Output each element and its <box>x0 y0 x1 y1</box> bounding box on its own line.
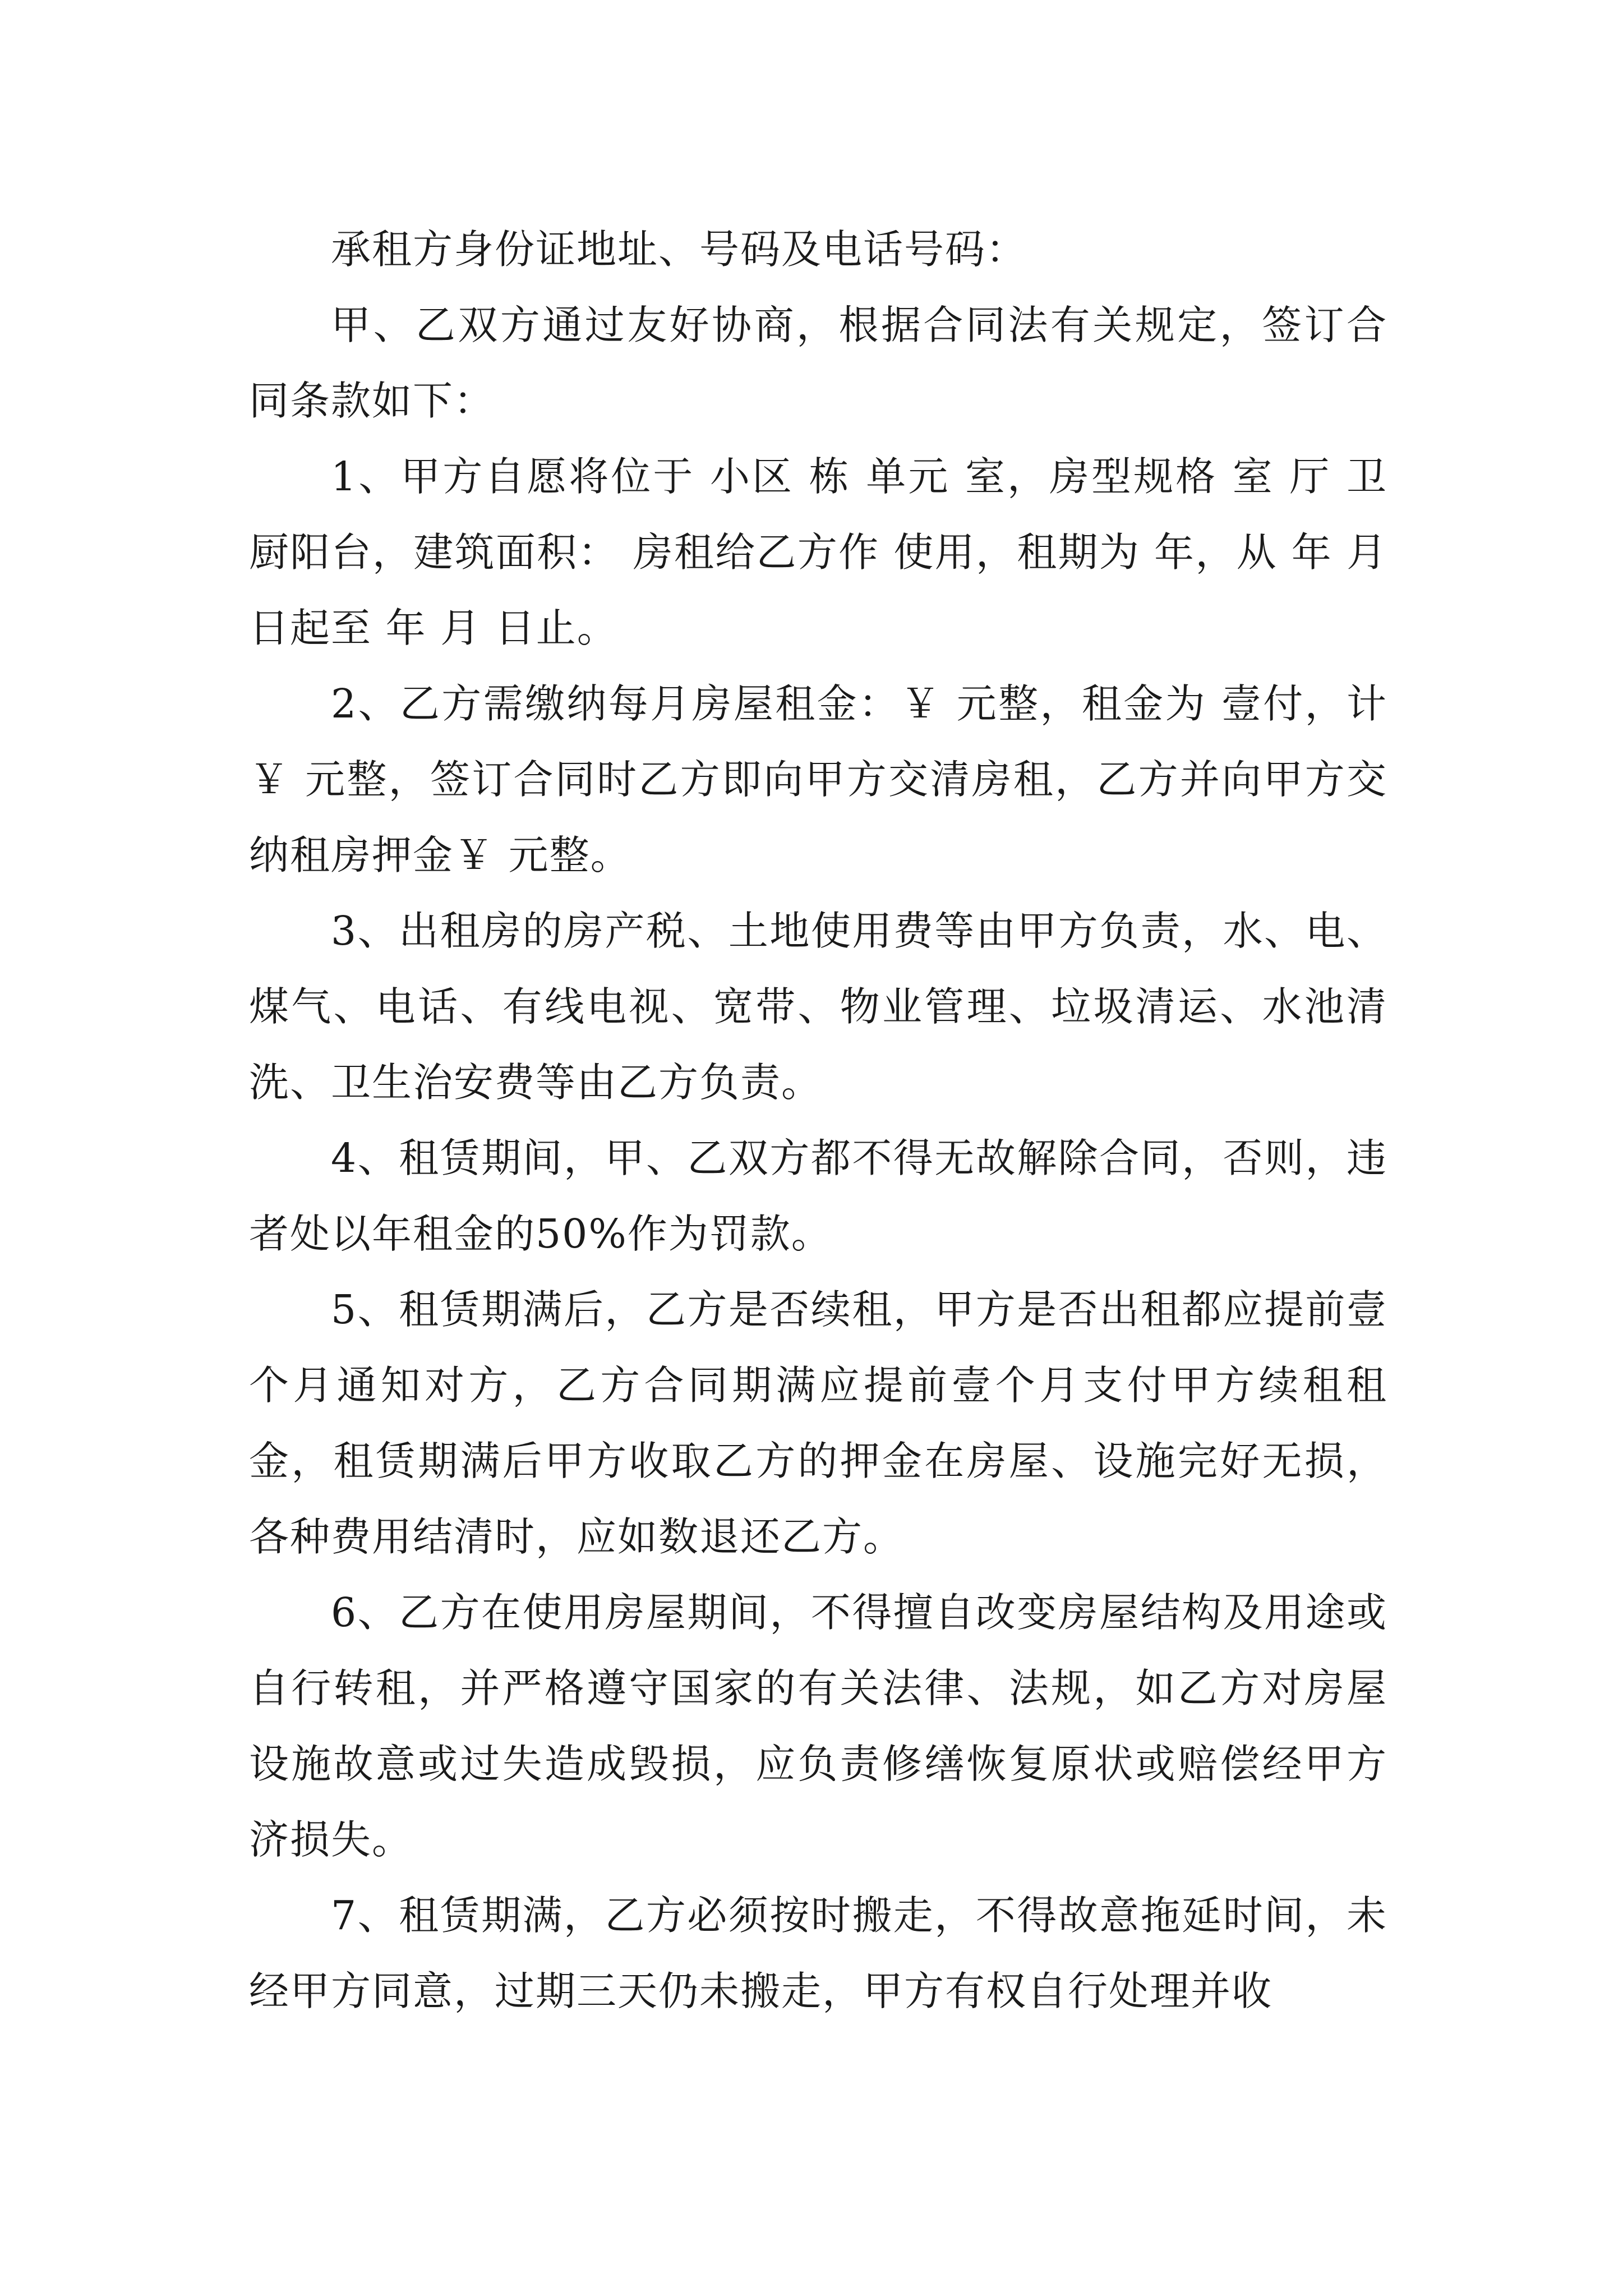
document-body <box>249 211 1387 2029</box>
paragraph-clause-3: 3、出租房的房产税、土地使用费等由甲方负责，水、电、煤气、电话、有线电视、宽带、物业管理、垃圾清运、水池清洗、卫生治安费等由乙方负责。 <box>249 908 1387 1106</box>
paragraph-clause-7: 7、租赁期满，乙方必须按时搬走，不得故意拖延时间，未经甲方同意，过期三天仍未搬走，甲方有权自行处理并收 <box>249 1892 1387 2014</box>
paragraph-tenant-id-info: 承租方身份证地址、号码及电话号码： <box>331 226 1027 273</box>
paragraph-clause-6: 6、乙方在使用房屋期间，不得擅自改变房屋结构及用途或自行转租，并严格遵守国家的有关法律、法规，如乙方对房屋设施故意或过失造成毁损，应负责修缮恢复原状或赔偿经甲方济损失。 <box>249 1589 1387 1863</box>
paragraph-clause-4: 4、租赁期间，甲、乙双方都不得无故解除合同，否则，违者处以年租金的50%作为罚款。 <box>249 1135 1387 1257</box>
paragraph-agreement-intro: 甲、乙双方通过友好协商，根据合同法有关规定，签订合同条款如下： <box>249 302 1387 424</box>
paragraph-clause-5: 5、租赁期满后，乙方是否续租，甲方是否出租都应提前壹个月通知对方，乙方合同期满应提前壹个月支付甲方续租租金，租赁期满后甲方收取乙方的押金在房屋、设施完好无损，各种费用结清时，应如数退还乙方。 <box>249 1286 1387 1560</box>
paragraph-clause-2: 2、乙方需缴纳每月房屋租金：￥ 元整，租金为 壹付，计￥ 元整，签订合同时乙方即向甲方交清房租，乙方并向甲方交纳租房押金￥ 元整。 <box>249 680 1388 878</box>
paragraph-clause-1: 1、甲方自愿将位于 小区 栋 单元 室，房型规格 室 厅 卫 厨阳台，建筑面积： 房租给乙方作 使用，租期为 年，从 年 月 日起至 年 月 日止。 <box>249 453 1387 651</box>
